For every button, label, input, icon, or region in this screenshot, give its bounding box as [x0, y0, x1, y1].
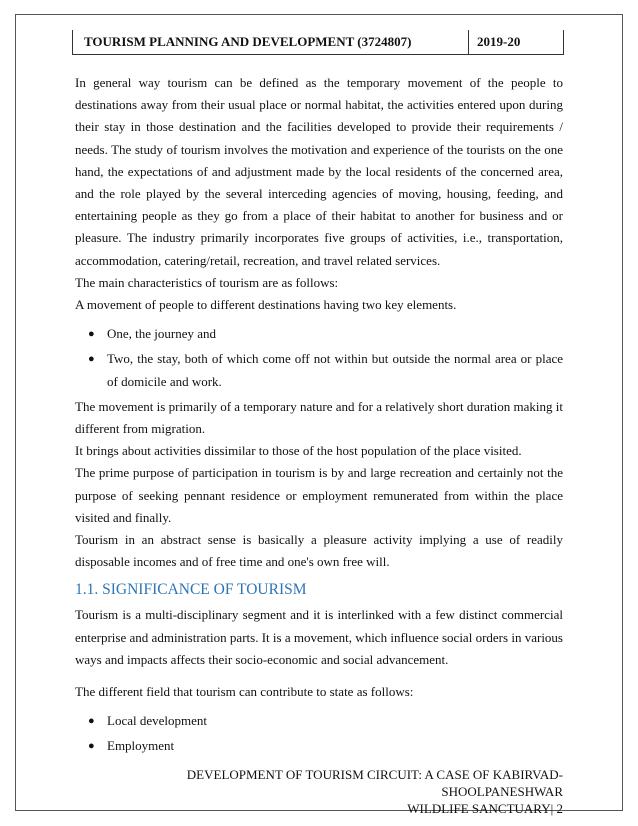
bullet-icon: ●	[88, 715, 95, 728]
page-header	[72, 30, 564, 55]
list-item-text: Employment	[107, 738, 175, 754]
header-title: TOURISM PLANNING AND DEVELOPMENT (3724807)	[73, 30, 469, 54]
bullet-icon: ●	[88, 353, 95, 366]
spacer	[75, 671, 563, 681]
list-item	[88, 348, 563, 392]
paragraph-temporary-nature: The movement is primarily of a temporary nature and for a relatively short duration making it different from migration.	[75, 398, 563, 437]
paragraph-movement-elements: A movement of people to different destinations having two key elements.	[75, 297, 457, 313]
bullet-list-contributions	[75, 710, 563, 757]
paragraph-dissimilar-activities: It brings about activities dissimilar to those of the host population of the place visited.	[75, 443, 522, 459]
paragraph-tourism-definition: In general way tourism can be defined as the temporary movement of the people to destinations away from their usual place or normal habitat, the activities entered upon during their stay in those destination and the facilities developed to provide their requirements / needs. The study of tourism involves the motivation and experience of the tourists on the one hand, the expectations of and adjustment made by the local residents of the concerned area, and the role played by the several interceding agencies of moving, housing, feeding, and entertaining people as they go from a place of their habitat to another for business and or pleasure. The industry primarily incorporates five groups of activities, i.e., transportation, accommodation, catering/retail, recreation, and travel related services.	[75, 75, 563, 268]
list-item-text: Two, the stay, both of which come off not within but outside the normal area or place of domicile and work.	[107, 351, 563, 389]
document-body	[75, 72, 563, 761]
paragraph-prime-purpose: The prime purpose of participation in tourism is by and large recreation and certainly not the purpose of seeking pennant residence or employment remunerated from within the place visited and finally.	[75, 465, 563, 525]
header-year: 2019-20	[477, 34, 521, 49]
list-item-text: One, the journey and	[107, 326, 217, 342]
page-footer	[75, 766, 563, 817]
list-item	[88, 710, 563, 732]
section-heading: 1.1. SIGNIFICANCE OF TOURISM	[75, 581, 307, 599]
paragraph-characteristics-intro: The main characteristics of tourism are as follows:	[75, 274, 339, 290]
bullet-list-key-elements	[75, 323, 563, 393]
list-item	[88, 735, 563, 757]
paragraph-multidisciplinary: Tourism is a multi-disciplinary segment and it is interlinked with a few distinct commercial enterprise and administration parts. It is a movement, which influence social orders in various ways and impacts affects their socio-economic and social advancement.	[75, 607, 563, 667]
footer-line-1: DEVELOPMENT OF TOURISM CIRCUIT: A CASE OF KABIRVAD-SHOOLPANESHWAR	[186, 767, 563, 799]
footer-line-2: WILDLIFE SANCTUARY| 2	[407, 801, 563, 816]
paragraph-contribution-intro: The different field that tourism can contribute to state as follows:	[75, 684, 414, 700]
paragraph-pleasure-activity: Tourism in an abstract sense is basically a pleasure activity implying a use of readily disposable incomes and of free time and one's own free will.	[75, 532, 563, 570]
list-item	[88, 323, 563, 345]
bullet-icon: ●	[88, 740, 95, 753]
list-item-text: Local development	[107, 713, 207, 729]
bullet-icon: ●	[88, 328, 95, 341]
